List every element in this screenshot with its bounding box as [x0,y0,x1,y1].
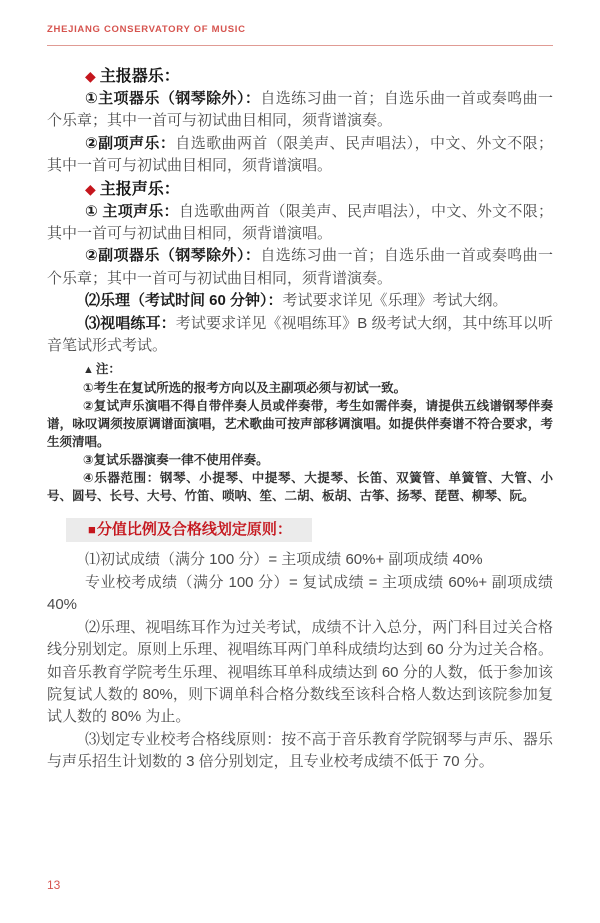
scoring-paragraph-3: ⑶划定专业校考合格线原则：按不高于音乐教育学院钢琴与声乐、器乐与声乐招生计划数的 3 倍分别划定，且专业校考成绩不低于 70 分。 [47,730,553,771]
paragraph-sight-singing [47,313,553,358]
item-text: 自选练习曲一首；自选乐曲一首或奏鸣曲一个乐章；其中一首可与初试曲目相同，须背谱演奏。 [47,247,553,287]
item-label: ②副项器乐（钢琴除外）： [85,247,261,265]
scoring-formula-line1: ⑴初试成绩（满分 100 分）= 主项成绩 60%+ 副项成绩 40% [85,551,483,569]
page-number: 13 [47,878,61,892]
paragraph-vocal-item2 [47,245,553,290]
triangle-bullet-icon: ▲ [83,364,94,377]
item-label: ①主项器乐（钢琴除外）： [85,90,261,107]
item-label: ⑵乐理（考试时间 60 分钟）： [85,292,283,310]
square-bullet-icon: ■ [88,522,96,538]
scoring-formula-line2: 专业校考成绩（满分 100 分）= 复试成绩 = 主项成绩 60%+ 副项成绩 40% [47,573,553,614]
diamond-bullet-icon: ◆ [85,180,96,197]
paragraph-instrumental-item1 [47,88,553,133]
section-heading-label: 主报器乐： [99,68,180,85]
note-item: ③复试乐器演奏一律不使用伴奏。 [83,453,269,468]
scoring-paragraph-2: ⑵乐理、视唱练耳作为过关考试，成绩不计入总分，两门科目过关合格线分别划定。原则上乐理、视唱练耳两门单科成绩均达到 60 分为过关合格。如音乐教育学院考生乐理、视唱练耳单科成绩达到 60 分的人数，低于参加该院复试人数的 80%，则下调单科合格分数线至该科合格人数达到该院参加复试人数的 80% 为止。 [47,618,553,726]
page-content [47,65,553,774]
note-item: ①考生在复试所选的报考方向以及主副项必须与初试一致。 [83,381,407,396]
page-header [47,0,553,46]
item-label: ②副项声乐： [85,134,176,152]
paragraph-music-theory [47,290,553,312]
section-heading-instrumental [85,65,553,88]
item-text: 自选歌曲两首（限美声、民声唱法），中文、外文不限；其中一首可与初试曲目相同，须背谱演唱。 [47,202,553,243]
notes-title-label: 注： [95,362,121,377]
note-item: ②复试声乐演唱不得自带伴奏人员或伴奏带，考生如需伴奏，请提供五线谱钢琴伴奏谱，咏叹调须按原调谱面演唱，艺术歌曲可按声部移调演唱。如提供伴奏谱不符合要求，考生须清唱。 [47,399,553,450]
notes-title [47,360,553,379]
item-text: 考试要求详见《乐理》考试大纲。 [282,292,508,310]
scoring-section-header [66,518,312,542]
paragraph-vocal-item1 [47,201,553,246]
item-text: 自选歌曲两首（限美声、民声唱法），中文、外文不限；其中一首可与初试曲目相同，须背谱演唱。 [47,134,553,175]
diamond-bullet-icon: ◆ [85,68,96,84]
item-label: ① 主项声乐： [85,202,179,220]
section-heading-vocal [85,178,553,201]
header-title: ZHEJIANG CONSERVATORY OF MUSIC [47,24,246,35]
note-item: ④乐器范围：钢琴、小提琴、中提琴、大提琴、长笛、双簧管、单簧管、大管、小号、圆号、长号、大号、竹笛、唢呐、笙、二胡、板胡、古筝、扬琴、琵琶、柳琴、阮。 [47,471,553,504]
section-heading-label: 主报声乐： [99,180,180,198]
notes-block [47,360,553,505]
scoring-section-title: 分值比例及合格线划定原则： [96,521,292,539]
item-text: 自选练习曲一首；自选乐曲一首或奏鸣曲一个乐章；其中一首可与初试曲目相同，须背谱演奏。 [47,90,553,130]
paragraph-instrumental-item2 [47,133,553,178]
item-text: 考试要求详见《视唱练耳》B 级考试大纲，其中练耳以听音笔试形式考试。 [47,314,553,355]
item-label: ⑶视唱练耳： [85,314,176,332]
